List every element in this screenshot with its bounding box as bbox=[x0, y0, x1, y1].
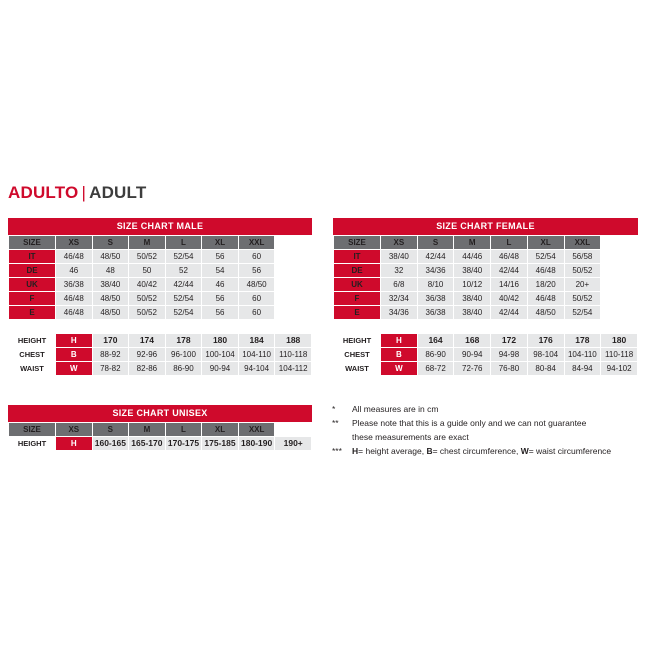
table-row bbox=[9, 292, 312, 306]
table-cell: 40/42 bbox=[491, 292, 528, 306]
table-header-row bbox=[9, 236, 312, 250]
measure-row-waist bbox=[334, 362, 638, 376]
measure-cell: 180-190 bbox=[238, 437, 275, 451]
table-cell: 50/52 bbox=[129, 292, 166, 306]
table-row bbox=[9, 250, 312, 264]
table-cell: 46 bbox=[202, 278, 239, 292]
measure-cell: 94-98 bbox=[491, 348, 528, 362]
measure-key-h: H bbox=[381, 334, 418, 348]
measure-cell: 110-118 bbox=[275, 348, 312, 362]
row-label-uk: UK bbox=[334, 278, 381, 292]
table-row bbox=[9, 306, 312, 320]
measure-cell: 188 bbox=[275, 334, 312, 348]
measure-cell: 94-104 bbox=[238, 362, 275, 376]
table-cell: 48 bbox=[92, 264, 129, 278]
table-cell: 36/38 bbox=[417, 292, 454, 306]
table-cell: 50/52 bbox=[129, 306, 166, 320]
table-cell: 46/48 bbox=[527, 264, 564, 278]
column-header-s: S bbox=[92, 423, 129, 437]
measure-row-height bbox=[9, 334, 312, 348]
table-spacer bbox=[9, 320, 312, 334]
table-cell: 52/54 bbox=[165, 306, 202, 320]
note-text-2: Please note that this is a guide only and we can not guarantee bbox=[352, 418, 587, 428]
table-cell: 56 bbox=[238, 264, 275, 278]
measure-key-h: H bbox=[56, 334, 93, 348]
table-cell: 20+ bbox=[564, 278, 601, 292]
size-chart-unisex-table bbox=[8, 422, 312, 451]
measure-cell: 170-175 bbox=[165, 437, 202, 451]
table-cell: 46/48 bbox=[527, 292, 564, 306]
legend-key-w: W bbox=[520, 446, 529, 456]
size-chart-unisex bbox=[8, 405, 312, 451]
measure-cell: 86-90 bbox=[417, 348, 454, 362]
table-cell: 60 bbox=[238, 292, 275, 306]
size-chart-female-body bbox=[334, 236, 638, 376]
measure-key-b: B bbox=[381, 348, 418, 362]
page-title-italian: ADULTO bbox=[8, 183, 79, 202]
page-title-english: ADULT bbox=[89, 183, 147, 202]
table-cell: 48/50 bbox=[92, 306, 129, 320]
table-cell: 46/48 bbox=[491, 250, 528, 264]
legend-key-h: H bbox=[352, 446, 359, 456]
column-header-xs: XS bbox=[381, 236, 418, 250]
measure-key-w: W bbox=[56, 362, 93, 376]
column-header-s: S bbox=[92, 236, 129, 250]
note-text-3 bbox=[352, 445, 642, 458]
measure-key-h: H bbox=[56, 437, 93, 451]
notes-block bbox=[332, 403, 642, 459]
column-header-m: M bbox=[454, 236, 491, 250]
column-header-l: L bbox=[165, 423, 202, 437]
measure-cell: 178 bbox=[564, 334, 601, 348]
table-cell: 48/50 bbox=[92, 292, 129, 306]
table-cell: 56/58 bbox=[564, 250, 601, 264]
measure-cell: 76-80 bbox=[491, 362, 528, 376]
note-legend bbox=[332, 445, 642, 458]
measure-label-height: HEIGHT bbox=[334, 334, 381, 348]
legend-desc-h: = height average, bbox=[358, 446, 427, 456]
table-row bbox=[334, 264, 638, 278]
size-chart-male-header: SIZE CHART MALE bbox=[8, 218, 312, 235]
column-header-m: M bbox=[129, 423, 166, 437]
table-cell: 38/40 bbox=[92, 278, 129, 292]
note-measures-unit bbox=[332, 403, 642, 416]
size-chart-male-table bbox=[8, 235, 312, 376]
measure-cell: 180 bbox=[601, 334, 638, 348]
size-chart-unisex-body bbox=[9, 423, 312, 451]
table-cell: 40/42 bbox=[129, 278, 166, 292]
table-cell: 36/38 bbox=[56, 278, 93, 292]
table-cell: 50/52 bbox=[129, 250, 166, 264]
size-chart-female-header: SIZE CHART FEMALE bbox=[333, 218, 638, 235]
note-text-2-cont: these measurements are exact bbox=[352, 432, 469, 442]
measure-cell: 178 bbox=[165, 334, 202, 348]
measure-row-chest bbox=[9, 348, 312, 362]
table-cell: 42/44 bbox=[491, 306, 528, 320]
measure-key-b: B bbox=[56, 348, 93, 362]
measure-cell: 88-92 bbox=[92, 348, 129, 362]
measure-cell: 80-84 bbox=[527, 362, 564, 376]
note-marker-2: ** bbox=[332, 418, 339, 428]
measure-key-w: W bbox=[381, 362, 418, 376]
measure-cell: 104-112 bbox=[275, 362, 312, 376]
column-header-xl: XL bbox=[202, 236, 239, 250]
measure-cell: 94-102 bbox=[601, 362, 638, 376]
column-header-size: SIZE bbox=[9, 236, 56, 250]
measure-cell: 90-94 bbox=[454, 348, 491, 362]
measure-cell: 168 bbox=[454, 334, 491, 348]
column-header-xxl: XXL bbox=[238, 423, 275, 437]
row-label-de: DE bbox=[9, 264, 56, 278]
measure-cell: 165-170 bbox=[129, 437, 166, 451]
column-header-xxl: XXL bbox=[564, 236, 601, 250]
column-header-s: S bbox=[417, 236, 454, 250]
measure-label-waist: WAIST bbox=[9, 362, 56, 376]
table-cell: 42/44 bbox=[417, 250, 454, 264]
measure-cell: 98-104 bbox=[527, 348, 564, 362]
table-cell: 6/8 bbox=[381, 278, 418, 292]
table-cell: 48/50 bbox=[527, 306, 564, 320]
row-label-f: F bbox=[9, 292, 56, 306]
measure-cell: 160-165 bbox=[92, 437, 129, 451]
table-cell: 46 bbox=[56, 264, 93, 278]
legend-key-b: B bbox=[426, 446, 433, 456]
table-spacer bbox=[334, 320, 638, 334]
size-chart-unisex-header: SIZE CHART UNISEX bbox=[8, 405, 312, 422]
note-marker-1: * bbox=[332, 404, 336, 414]
table-cell: 52/54 bbox=[564, 306, 601, 320]
note-text-1: All measures are in cm bbox=[352, 404, 439, 414]
column-header-xl: XL bbox=[202, 423, 239, 437]
table-row bbox=[334, 278, 638, 292]
measure-cell: 72-76 bbox=[454, 362, 491, 376]
measure-cell: 78-82 bbox=[92, 362, 129, 376]
measure-cell: 84-94 bbox=[564, 362, 601, 376]
table-cell: 56 bbox=[202, 306, 239, 320]
table-cell: 48/50 bbox=[92, 250, 129, 264]
table-row bbox=[334, 250, 638, 264]
measure-cell: 180 bbox=[202, 334, 239, 348]
measure-cell: 176 bbox=[527, 334, 564, 348]
measure-cell: 92-96 bbox=[129, 348, 166, 362]
column-header-size: SIZE bbox=[9, 423, 56, 437]
measure-row-waist bbox=[9, 362, 312, 376]
measure-cell: 170 bbox=[92, 334, 129, 348]
table-cell: 52 bbox=[165, 264, 202, 278]
page-title-separator: | bbox=[81, 183, 87, 202]
table-cell: 50 bbox=[129, 264, 166, 278]
measure-cell: 100-104 bbox=[202, 348, 239, 362]
row-label-it: IT bbox=[9, 250, 56, 264]
table-cell: 14/16 bbox=[491, 278, 528, 292]
legend-desc-w: = waist circumference bbox=[528, 446, 612, 456]
row-label-e: E bbox=[334, 306, 381, 320]
measure-cell: 174 bbox=[129, 334, 166, 348]
measure-cell: 164 bbox=[417, 334, 454, 348]
measure-cell: 175-185 bbox=[202, 437, 239, 451]
measure-label-height: HEIGHT bbox=[9, 334, 56, 348]
measure-row-height bbox=[334, 334, 638, 348]
measure-label-waist: WAIST bbox=[334, 362, 381, 376]
table-cell: 34/36 bbox=[417, 264, 454, 278]
row-label-e: E bbox=[9, 306, 56, 320]
table-cell: 50/52 bbox=[564, 292, 601, 306]
column-header-xs: XS bbox=[56, 236, 93, 250]
table-cell: 10/12 bbox=[454, 278, 491, 292]
note-guide-disclaimer bbox=[332, 417, 642, 430]
table-cell: 54 bbox=[202, 264, 239, 278]
table-cell: 36/38 bbox=[417, 306, 454, 320]
row-label-de: DE bbox=[334, 264, 381, 278]
table-cell: 60 bbox=[238, 306, 275, 320]
table-cell: 46/48 bbox=[56, 306, 93, 320]
measure-cell: 86-90 bbox=[165, 362, 202, 376]
column-header-xxl: XXL bbox=[238, 236, 275, 250]
measure-cell: 184 bbox=[238, 334, 275, 348]
table-cell: 44/46 bbox=[454, 250, 491, 264]
row-label-uk: UK bbox=[9, 278, 56, 292]
size-chart-male bbox=[8, 218, 312, 376]
table-header-row bbox=[334, 236, 638, 250]
measure-cell: 104-110 bbox=[238, 348, 275, 362]
column-header-m: M bbox=[129, 236, 166, 250]
table-cell: 8/10 bbox=[417, 278, 454, 292]
note-guide-disclaimer-cont bbox=[332, 431, 642, 444]
table-cell: 50/52 bbox=[564, 264, 601, 278]
page-title bbox=[8, 183, 146, 203]
legend-desc-b: = chest circumference, bbox=[432, 446, 521, 456]
column-header-xs: XS bbox=[56, 423, 93, 437]
measure-cell: 190+ bbox=[275, 437, 312, 451]
table-row bbox=[9, 278, 312, 292]
measure-cell: 110-118 bbox=[601, 348, 638, 362]
measure-row-height bbox=[9, 437, 312, 451]
measure-cell: 82-86 bbox=[129, 362, 166, 376]
size-chart-male-body bbox=[9, 236, 312, 376]
table-cell: 56 bbox=[202, 292, 239, 306]
table-cell: 32/34 bbox=[381, 292, 418, 306]
measure-cell: 104-110 bbox=[564, 348, 601, 362]
table-cell: 46/48 bbox=[56, 250, 93, 264]
table-cell: 52/54 bbox=[527, 250, 564, 264]
table-header-row bbox=[9, 423, 312, 437]
table-cell: 60 bbox=[238, 250, 275, 264]
measure-label-chest: CHEST bbox=[9, 348, 56, 362]
table-cell: 34/36 bbox=[381, 306, 418, 320]
column-header-xl: XL bbox=[527, 236, 564, 250]
table-cell: 48/50 bbox=[238, 278, 275, 292]
table-cell: 42/44 bbox=[491, 264, 528, 278]
column-header-size: SIZE bbox=[334, 236, 381, 250]
measure-label-chest: CHEST bbox=[334, 348, 381, 362]
row-label-it: IT bbox=[334, 250, 381, 264]
size-chart-female-table bbox=[333, 235, 638, 376]
table-cell: 38/40 bbox=[454, 292, 491, 306]
table-cell: 32 bbox=[381, 264, 418, 278]
measure-label-height: HEIGHT bbox=[9, 437, 56, 451]
table-cell: 52/54 bbox=[165, 292, 202, 306]
table-row bbox=[334, 292, 638, 306]
column-header-l: L bbox=[491, 236, 528, 250]
table-row bbox=[334, 306, 638, 320]
table-cell: 56 bbox=[202, 250, 239, 264]
table-cell: 38/40 bbox=[454, 306, 491, 320]
size-chart-female bbox=[333, 218, 638, 376]
measure-row-chest bbox=[334, 348, 638, 362]
table-cell: 18/20 bbox=[527, 278, 564, 292]
column-header-l: L bbox=[165, 236, 202, 250]
measure-cell: 172 bbox=[491, 334, 528, 348]
table-cell: 38/40 bbox=[381, 250, 418, 264]
table-cell: 46/48 bbox=[56, 292, 93, 306]
row-label-f: F bbox=[334, 292, 381, 306]
measure-cell: 68-72 bbox=[417, 362, 454, 376]
table-cell: 42/44 bbox=[165, 278, 202, 292]
table-cell: 52/54 bbox=[165, 250, 202, 264]
note-marker-3: *** bbox=[332, 446, 342, 456]
table-row bbox=[9, 264, 312, 278]
measure-cell: 90-94 bbox=[202, 362, 239, 376]
table-cell: 38/40 bbox=[454, 264, 491, 278]
measure-cell: 96-100 bbox=[165, 348, 202, 362]
